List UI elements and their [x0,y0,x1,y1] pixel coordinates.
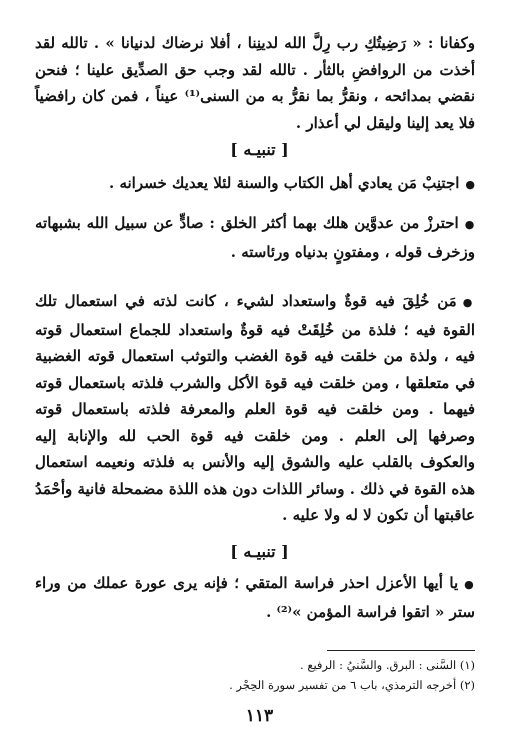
bullet-icon: ● [465,178,475,191]
note-item-3 [35,288,475,529]
note-item-text: احترزْ من عدوَّين هلك بهما أكثر الخلق : صادٍّ عن سبيل الله بشبهاته وزخرف قوله ، ومفتونٍ بدنياه ورئاسته . [35,214,475,261]
page-number: ١١٣ [245,706,274,726]
opening-paragraph: وكفانا : « رَضِيتُكِ رب رِلَّ الله لدينِنا ، أفلا نرضاك لدنيانا » . تالله لقد أخذت من الروافضِ بالثأر . تالله لقد وجب حق الصدِّيق علينا ؛ فنحن نقضي بمدائحه ، ونقرُّ بما نقرُّ به من السنى⁽¹⁾ عيناً ، فمن كان رافضياً فلا يعد إلينا وليقل لي أعذار . [35,34,476,132]
note-item-2 [35,210,475,265]
footnote-divider [327,650,475,651]
bullet-icon: ● [464,218,475,231]
note-item-1 [35,170,475,199]
note-item-text: اجتنِبْ مَن يعادي أهل الكتاب والسنة لئلا يعديك خسرانه . [109,174,460,192]
section-heading-1: [ تنبيـه ] [230,140,289,159]
section-heading-2: [ تنبيـه ] [230,542,289,561]
note-item-text: مَن خُلِقَ فيه قوةٌ واستعداد لشيء ، كانت لذته في استعمال تلك القوة فيه ؛ فلذة من خُلِقَتْ فيه قوةٌ واستعداد للجماع استعمال قوته فيه ، ولذة من خلقت فيه قوة الغضب والتوثب استعمال قوته الغضبية في متعلقها ، ومن خلقت فيه قوة الأكل والشرب فلذته باستعمال قوته فيهما . ومن خلقت فيه قوة العلم والمعرفة فلذته باستعمال قوته وصرفها إلى العلم . ومن خلقت فيه قوة الحب لله والإنابة إليه والعكوف بالقلب عليه والشوق إليه والأنس به فلذته ونعيمه استعمال هذه القوة في ذلك . وسائر اللذات دون هذه اللذة مضمحلة فانية وأحْمَدُ عاقبتها أن تكون لا له ولا عليه . [35,292,475,524]
bullet-icon: ● [462,296,476,309]
note-item-text: يا أيها الأعزل احذر فراسة المتقي ؛ فإنه يرى عورة عملك من وراء ستر « اتقوا فراسة المؤمن »⁽²⁾ . [35,574,475,621]
bullet-icon: ● [464,578,475,591]
footnote-1: (١) السَّنى : البرق. والسَّنيُ : الرفيع . [300,658,475,672]
note-item-4 [35,570,475,625]
footnote-2: (٢) أخرجه الترمذي، باب ٦ من تفسير سورة الحِجْر . [229,678,475,692]
